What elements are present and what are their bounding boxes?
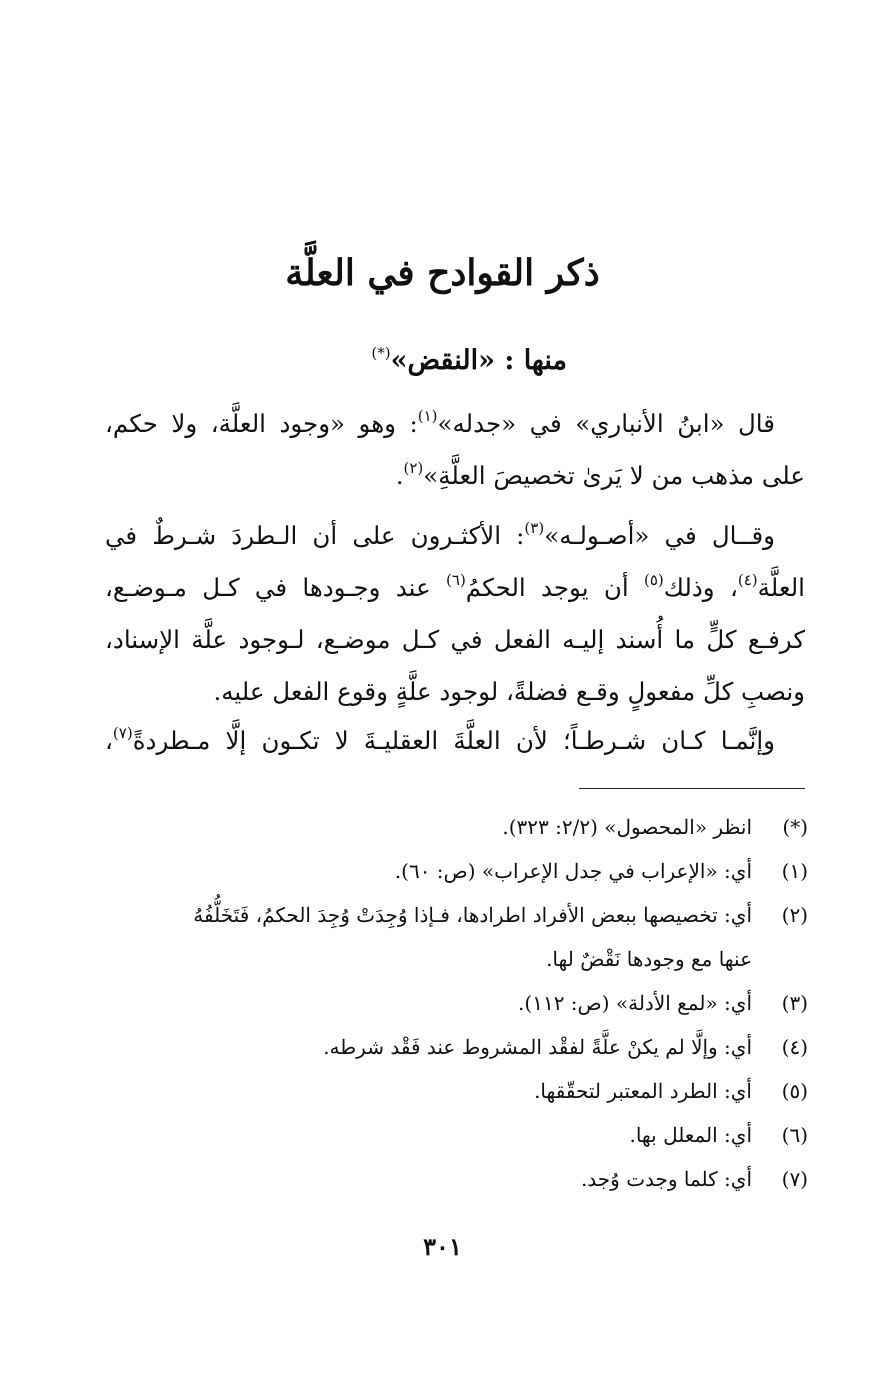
line-text: . [395, 461, 404, 490]
footnote-item [68, 1025, 808, 1069]
footnote-ref: (٧) [112, 724, 133, 742]
line-text: كرفـع كلٍّ ما أُسند إليـه الفعل في كـل موضـع، لـوجود علَّة الإسناد، [105, 625, 805, 654]
paragraph-line [105, 398, 805, 450]
footnote-number: (٥) [781, 1079, 808, 1103]
footnote-text: أي: الطرد المعتبر لتحقّقها. [534, 1079, 752, 1103]
footnote-ref: (٢) [403, 459, 424, 477]
line-text: عند وجـودها في كـل مـوضـع، [105, 573, 447, 602]
footnote-text: أي: تخصيصها ببعض الأفراد اطرادها، فـإذا وُجِدَتْ وُجِدَ الحكمُ، فَتَخَلُّفُهُ [193, 903, 752, 927]
footnote-number: (٧) [781, 1167, 808, 1191]
footnote-text: أي: كلما وجدت وُجد. [580, 1167, 752, 1191]
footnote-number: (٦) [781, 1123, 808, 1147]
footnote-number: (٢) [781, 903, 808, 927]
page-number: ٣٠١ [423, 1232, 462, 1261]
footnote-ref: (١) [417, 407, 438, 425]
line-text: ونصبِ كلِّ مفعولٍ وقـع فضلةً، لوجود علَّةٍ وقوع الفعل عليه. [213, 677, 805, 706]
footnote-ref: (٥) [643, 571, 664, 589]
paragraph-2 [105, 510, 805, 718]
line-text: أن يوجد الحكمُ [465, 573, 644, 602]
line-text: ، [105, 726, 113, 755]
section-heading-text: منها : «النقض» [390, 345, 567, 376]
footnote-text: أي: «لمع الأدلة» (ص: ١١٢). [518, 991, 752, 1015]
paragraph-line [105, 510, 805, 562]
chapter-title: ذكر القوادح في العلَّة [285, 252, 600, 294]
line-text: وإنَّمـا كـان شـرطـاً؛ لأن العلَّةَ العقليـةَ لا تكـون إلَّا مـطردةً [132, 726, 775, 755]
footnote-ref: (٤) [737, 571, 758, 589]
footnote-item [68, 805, 808, 849]
footnote-text: أي: وإلَّا لم يكنْ علَّةً لفقْد المشروط عند فَقْد شرطه. [323, 1035, 752, 1059]
line-text: وقــال في «أصـولـه» [544, 521, 775, 550]
footnote-number: (٣) [781, 991, 808, 1015]
line-text: : الأكثـرون على أن الـطردَ شـرطٌ في [105, 521, 525, 550]
footnote-item [68, 1157, 808, 1201]
footnote-text-continued: عنها مع وجودها نَقْضٌ لها. [546, 947, 752, 971]
line-text: العلَّة [757, 573, 805, 602]
line-text: على مذهب من لا يَرىٰ تخصيصَ العلَّةِ» [423, 461, 805, 490]
footnote-text: أي: «الإعراب في جدل الإعراب» (ص: ٦٠). [394, 859, 752, 883]
footnote-number: (*) [782, 815, 808, 839]
footnote-text: انظر «المحصول» (٢/٢: ٣٢٣). [502, 815, 752, 839]
section-heading-marker: (*) [371, 344, 391, 362]
paragraph-line [105, 715, 805, 767]
paragraph-line [105, 614, 805, 666]
footnotes-section [68, 805, 808, 1201]
line-text: : وهو «وجود العلَّة، ولا حكم، [105, 409, 418, 438]
footnote-item [68, 1069, 808, 1113]
paragraph-3 [105, 715, 805, 767]
section-heading [371, 338, 567, 384]
footnote-item [68, 893, 808, 981]
footnote-text: أي: المعلل بها. [629, 1123, 752, 1147]
footnote-number: (٤) [781, 1035, 808, 1059]
footnote-item [68, 849, 808, 893]
footnote-ref: (٦) [446, 571, 466, 589]
footnote-item [68, 981, 808, 1025]
footnote-ref: (٣) [524, 519, 545, 537]
paragraph-line [105, 666, 805, 718]
paragraph-line [105, 450, 805, 502]
footnote-divider [579, 788, 805, 789]
paragraph-line [105, 562, 805, 614]
paragraph-1 [105, 398, 805, 502]
line-text: قال «ابنُ الأنباري» في «جدله» [437, 409, 775, 438]
line-text: ، وذلك [663, 573, 738, 602]
footnote-item [68, 1113, 808, 1157]
footnote-number: (١) [781, 859, 808, 883]
